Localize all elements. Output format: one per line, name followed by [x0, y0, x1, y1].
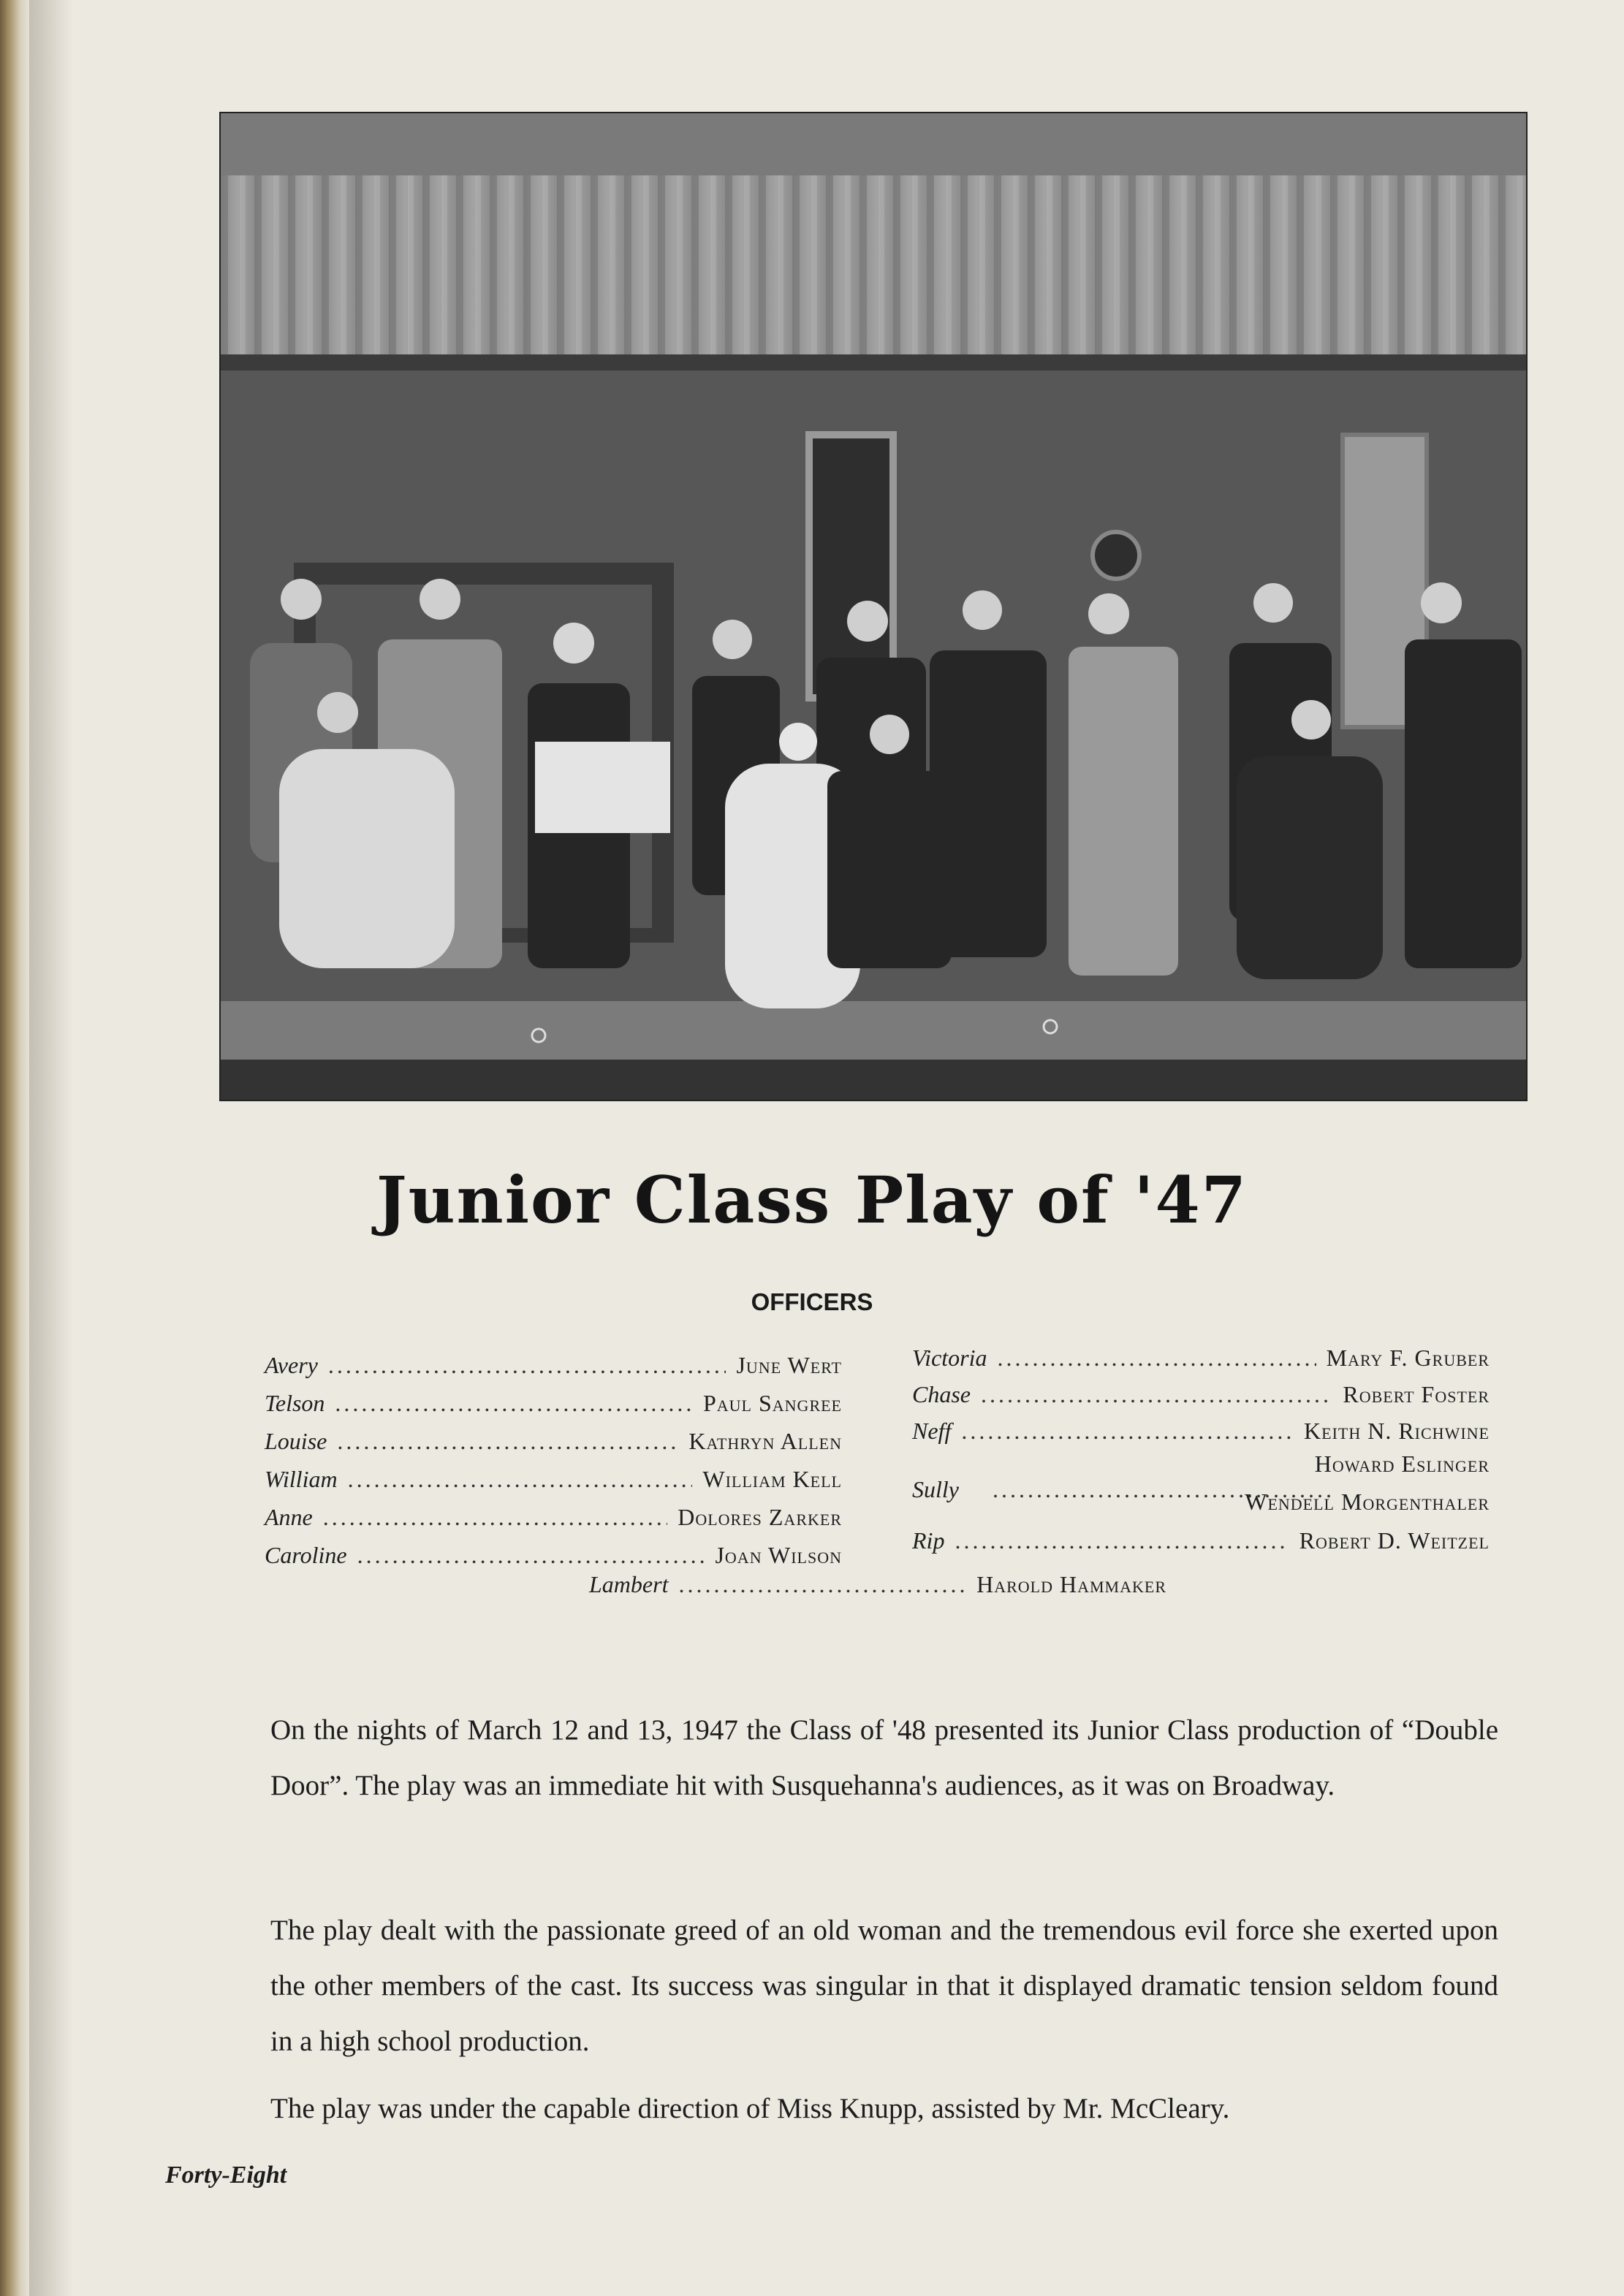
cast-row: [265, 1466, 842, 1493]
actor-name: Robert Foster: [1343, 1381, 1490, 1407]
stage-photo: [219, 112, 1528, 1101]
body-paragraph: The play was under the capable direction of Miss Knupp, assisted by Mr. McCleary.: [270, 2093, 1230, 2124]
book-binding: [0, 0, 29, 2296]
cast-on-stage-image: [221, 113, 1526, 1100]
actor-name: Robert D. Weitzel: [1299, 1527, 1490, 1554]
role-name: Rip: [912, 1527, 945, 1554]
body-paragraph: The play dealt with the passionate greed of an old woman and the tremendous evil force she exerted upon the other members of the cast. Its success was singular in that it displayed dramatic tension seldom found in a high school production.: [270, 1915, 1498, 2057]
actor-name: William Kell: [702, 1466, 842, 1492]
cast-row: [589, 1571, 1166, 1598]
cast-row: [265, 1504, 842, 1531]
actor-name: Joan Wilson: [715, 1542, 842, 1568]
actor-name: June Wert: [736, 1352, 842, 1378]
cast-row: [265, 1542, 842, 1569]
role-name: Sully: [912, 1476, 959, 1502]
role-name: Lambert: [589, 1571, 669, 1597]
actor-name: Harold Hammaker: [976, 1571, 1166, 1597]
role-name: Chase: [912, 1381, 971, 1407]
actor-name: Howard Eslinger: [1314, 1451, 1490, 1477]
page-title: Junior Class Play of '47: [376, 1162, 1248, 1238]
gutter-shadow: [29, 0, 73, 2296]
role-name: Avery: [265, 1352, 318, 1378]
cast-row: [912, 1345, 1490, 1372]
body-paragraph: On the nights of March 12 and 13, 1947 the Class of '48 presented its Junior Class production of “Double Door”. The play was an immediate hit with Susquehanna's audiences, as it was on Broadway.: [270, 1714, 1498, 1801]
actor-name: Wendell Morgenthaler: [1245, 1489, 1490, 1515]
role-name: William: [265, 1466, 338, 1492]
role-name: Anne: [265, 1504, 313, 1530]
cast-row: [912, 1381, 1490, 1408]
actor-name: Keith N. Richwine: [1304, 1418, 1490, 1444]
role-name: Victoria: [912, 1345, 987, 1371]
role-name: Neff: [912, 1418, 952, 1444]
actor-name: Kathryn Allen: [688, 1428, 842, 1454]
role-name: Telson: [265, 1390, 325, 1416]
role-name: Louise: [265, 1428, 327, 1454]
role-name: Caroline: [265, 1542, 347, 1568]
cast-row-sully: [912, 1451, 1490, 1524]
actor-name: Paul Sangree: [702, 1390, 842, 1416]
officers-heading: OFFICERS: [751, 1288, 873, 1315]
page-number: Forty-Eight: [165, 2162, 287, 2189]
cast-row: [265, 1390, 842, 1417]
cast-row: [912, 1527, 1490, 1554]
actor-name: Mary F. Gruber: [1326, 1345, 1490, 1371]
actor-name: Dolores Zarker: [678, 1504, 842, 1530]
cast-row: [912, 1418, 1490, 1445]
cast-row: [265, 1428, 842, 1455]
cast-row: [265, 1352, 842, 1379]
